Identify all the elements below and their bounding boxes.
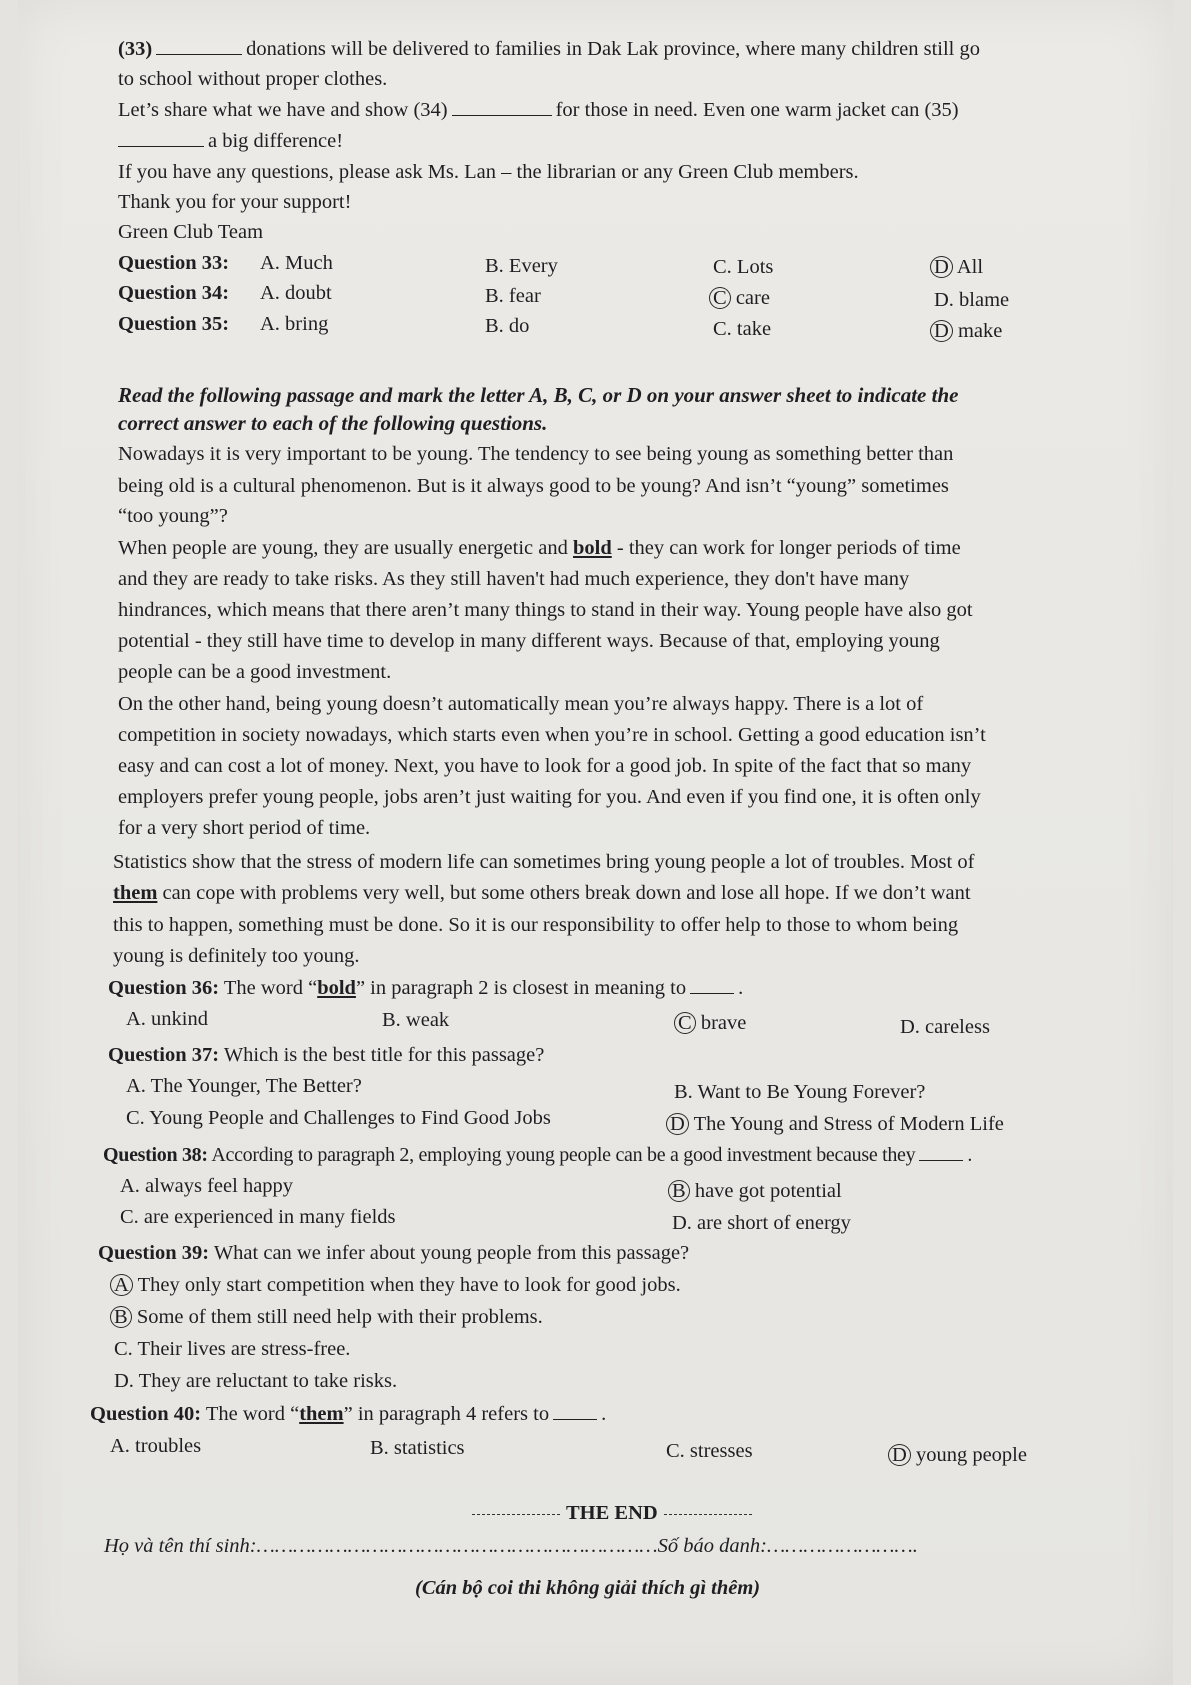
q36-option-a: A. unkind (126, 1008, 208, 1030)
passage-p4-line-3: this to happen, something must be done. So it is our responsibility to offer help to those to whom being (113, 914, 959, 936)
q34-option-b: B. fear (485, 285, 541, 307)
q34-option-c-circled (713, 285, 770, 311)
candidate-name-label: Họ và tên thí sinh: (104, 1535, 257, 1557)
passage-p2-line-2: and they are ready to take risks. As they still haven't had much experience, they don't have many (118, 568, 910, 590)
q40-option-d-circled (892, 1442, 1027, 1468)
notice-line-2: to school without proper clothes. (118, 68, 388, 90)
answer-mark-circle: B (110, 1306, 132, 1328)
text: make (957, 320, 1003, 342)
passage-p4-line-2 (113, 880, 971, 906)
question-35-label: Question 35: (118, 313, 230, 335)
passage-p2-line-5: people can be a good investment. (118, 661, 392, 683)
answer-mark-circle: D (930, 256, 953, 278)
passage-p3-line-4: employers prefer young people, jobs aren’t just waiting for you. And even if you find one, it is often only (118, 786, 981, 808)
q36-option-d: D. careless (900, 1016, 990, 1038)
dash-rule-left (472, 1514, 560, 1515)
q33-option-d-circled (934, 254, 983, 280)
text: - they can work for longer periods of time (616, 537, 961, 559)
dash-rule-right (664, 1514, 752, 1515)
highlighted-word-them: them (113, 882, 158, 904)
text: ” in paragraph 2 is closest in meaning to (355, 977, 687, 999)
notice-line-3 (118, 97, 959, 123)
highlighted-word-bold: bold (573, 537, 612, 559)
text: can cope with problems very well, but some others break down and lose all hope. If we don’t want (162, 882, 971, 904)
text: According to paragraph 2, employing young people can be a good investment because they (211, 1144, 916, 1166)
passage-p3-line-1: On the other hand, being young doesn’t automatically mean you’re always happy. There is a lot of (118, 693, 924, 715)
passage-p1-line-1: Nowadays it is very important to be young. The tendency to see being young as something better than (118, 443, 954, 465)
question-36-stem: Question 36: The word “bold” in paragraph 2 is closest in meaning to . (108, 977, 744, 999)
question-label: Question 38: (103, 1144, 208, 1166)
q38-option-b-circled (672, 1178, 842, 1204)
q40-option-a: A. troubles (110, 1435, 202, 1457)
q38-option-c: C. are experienced in many fields (120, 1206, 396, 1228)
q37-option-a: A. The Younger, The Better? (126, 1075, 362, 1097)
q33-option-b: B. Every (485, 255, 558, 277)
q36-option-b: B. weak (382, 1009, 450, 1031)
text: a big difference! (208, 130, 344, 152)
question-37-stem (108, 1042, 544, 1068)
q37-option-b: B. Want to Be Young Forever? (674, 1081, 926, 1103)
answer-mark-circle: C (674, 1012, 696, 1034)
q35-option-c: C. take (713, 318, 772, 340)
answer-blank (919, 1142, 963, 1161)
q33-option-a: A. Much (260, 252, 333, 274)
q39-option-d: D. They are reluctant to take risks. (114, 1370, 398, 1392)
text: ” in paragraph 4 refers to (343, 1403, 550, 1425)
q38-option-d: D. are short of energy (672, 1212, 851, 1234)
invigilator-note: (Cán bộ coi thi không giải thích gì thêm) (415, 1577, 761, 1599)
passage-p4-line-4: young is definitely too young. (113, 945, 360, 967)
answer-mark-circle: D (888, 1444, 911, 1466)
reading-instruction-line-1: Read the following passage and mark the letter A, B, C, or D on your answer sheet to indicate the (118, 383, 959, 407)
text: All (956, 256, 984, 278)
q36-option-c-circled (678, 1010, 746, 1036)
q40-option-b: B. statistics (370, 1437, 465, 1459)
passage-p4-line-1: Statistics show that the stress of modern life can sometimes bring young people a lot of troubles. Most of (113, 851, 975, 873)
notice-line-1 (118, 36, 980, 62)
name-dotted-field: ………………………………………………………… (256, 1535, 658, 1557)
text: They only start competition when they have to look for good jobs. (137, 1274, 681, 1296)
the-end-marker (466, 1500, 758, 1526)
answer-blank (156, 36, 242, 55)
q35-option-b: B. do (485, 315, 530, 337)
the-end-label: THE END (566, 1502, 658, 1524)
question-40-stem: Question 40: The word “them” in paragraph 4 refers to . (90, 1403, 607, 1425)
passage-p1-line-2: being old is a cultural phenomenon. But is it always good to be young? And isn’t “young” sometimes (118, 475, 949, 497)
question-38-stem: Question 38: According to paragraph 2, employing young people can be a good investment because they . (103, 1144, 973, 1166)
answer-blank (553, 1401, 597, 1420)
q39-option-a-circled (114, 1272, 681, 1298)
passage-p1-line-3: “too young”? (118, 505, 228, 527)
question-33-label: Question 33: (118, 252, 230, 274)
passage-p2-line-4: potential - they still have time to develop in many different ways. Because of that, employing young (118, 630, 940, 652)
q35-option-d-circled (934, 318, 1002, 344)
text: Some of them still need help with their problems. (136, 1306, 543, 1328)
exam-page (18, 0, 1173, 1685)
notice-line-6: Thank you for your support! (118, 191, 352, 213)
q34-option-a: A. doubt (260, 282, 332, 304)
passage-p2-line-1 (118, 535, 961, 561)
answer-blank (452, 97, 552, 116)
text: donations will be delivered to families in Dak Lak province, where many children still go (246, 38, 980, 60)
passage-p3-line-2: competition in society nowadays, which starts even when you’re in school. Getting a good education isn’t (118, 724, 986, 746)
question-34-label: Question 34: (118, 282, 230, 304)
question-label: Question 36: (108, 977, 220, 999)
passage-p3-line-5: for a very short period of time. (118, 817, 371, 839)
text: young people (915, 1444, 1027, 1466)
q35-option-a: A. bring (260, 313, 329, 335)
notice-line-5: If you have any questions, please ask Ms. Lan – the librarian or any Green Club members. (118, 161, 859, 183)
question-39-stem (98, 1240, 689, 1266)
text: The word “ (223, 977, 318, 999)
answer-blank (118, 128, 204, 147)
notice-line-4 (118, 128, 343, 154)
text: have got potential (694, 1180, 842, 1202)
q33-blank-number: (33) (118, 38, 153, 60)
question-label: Question 40: (90, 1403, 202, 1425)
text: care (735, 287, 770, 309)
candidate-number-label: Số báo danh: (657, 1535, 767, 1557)
q37-option-c: C. Young People and Challenges to Find Good Jobs (126, 1107, 551, 1129)
question-label: Question 37: (108, 1044, 220, 1066)
answer-mark-circle: C (709, 287, 731, 309)
number-dotted-field: ……………………. (766, 1535, 918, 1557)
reading-instruction-line-2: correct answer to each of the following questions. (118, 411, 548, 435)
answer-mark-circle: A (110, 1274, 133, 1296)
text: The Young and Stress of Modern Life (693, 1113, 1004, 1135)
answer-mark-circle: B (668, 1180, 690, 1202)
answer-mark-circle: D (666, 1113, 689, 1135)
highlighted-word: them (299, 1403, 344, 1425)
q38-option-a: A. always feel happy (120, 1175, 294, 1197)
text: brave (700, 1012, 747, 1034)
text: for those in need. Even one warm jacket can (35) (555, 99, 959, 121)
text: The word “ (205, 1403, 300, 1425)
answer-mark-circle: D (930, 320, 953, 342)
q37-option-d-circled (670, 1111, 1004, 1137)
answer-blank (690, 975, 734, 994)
question-label: Question 39: (98, 1242, 210, 1264)
q40-option-c: C. stresses (666, 1440, 753, 1462)
q39-option-c: C. Their lives are stress-free. (114, 1338, 351, 1360)
q34-option-d: D. blame (934, 289, 1010, 311)
q39-option-b-circled (114, 1304, 543, 1330)
text: What can we infer about young people from this passage? (213, 1242, 690, 1264)
text: When people are young, they are usually energetic and (118, 537, 568, 559)
highlighted-word: bold (317, 977, 356, 999)
q33-option-c: C. Lots (713, 256, 774, 278)
candidate-info-line (104, 1533, 918, 1559)
notice-signature: Green Club Team (118, 221, 264, 243)
passage-p2-line-3: hindrances, which means that there aren’t many things to stand in their way. Young people have also got (118, 599, 973, 621)
text: Which is the best title for this passage? (223, 1044, 545, 1066)
passage-p3-line-3: easy and can cost a lot of money. Next, you have to look for a good job. In spite of the fact that so many (118, 755, 972, 777)
text: Let’s share what we have and show (34) (118, 99, 448, 121)
